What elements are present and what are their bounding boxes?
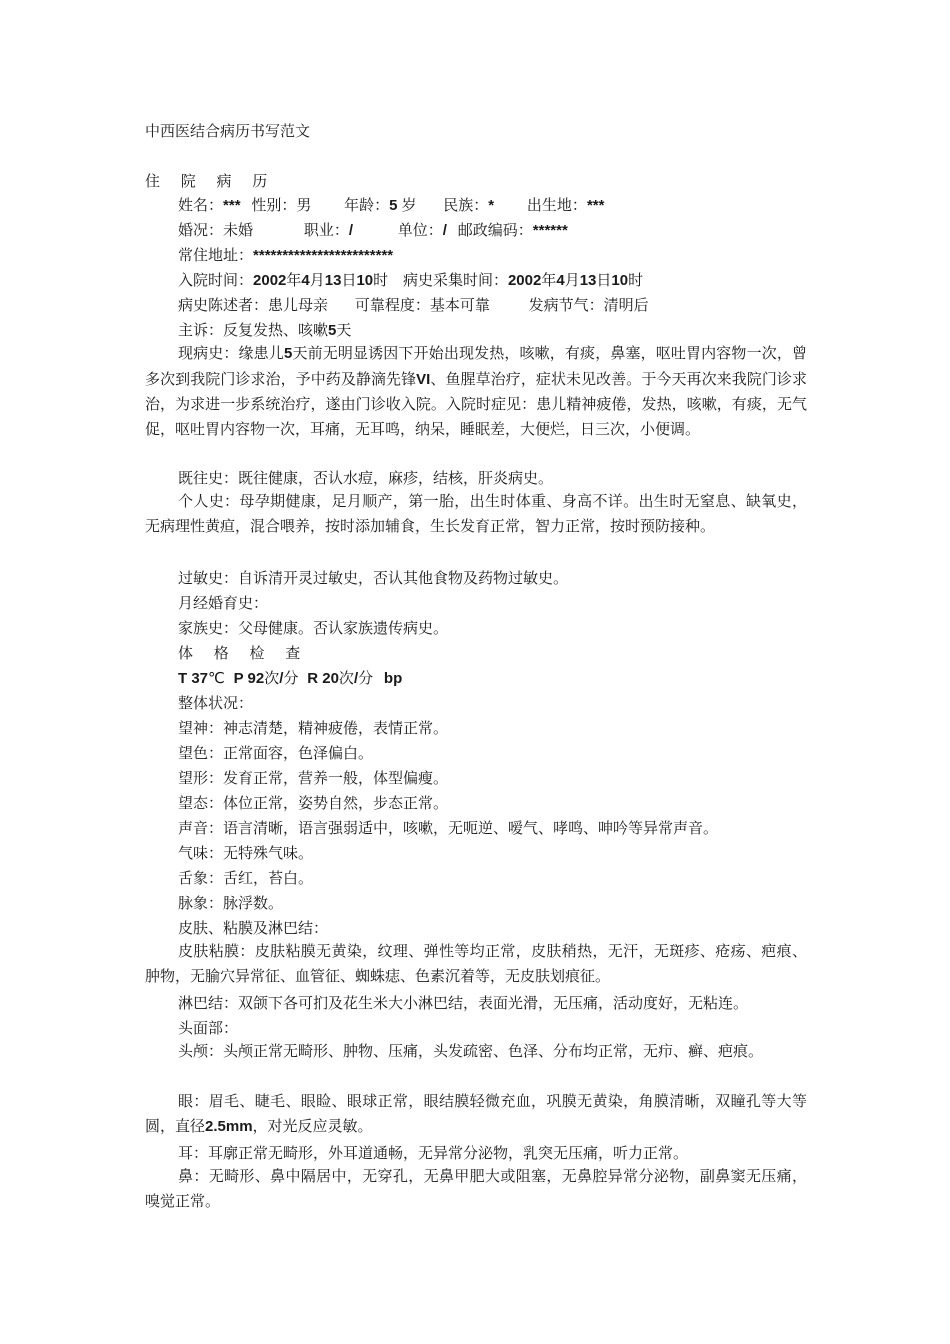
respiration-min: 分 — [358, 669, 374, 687]
address-label: 常住地址： — [178, 246, 254, 264]
ear-exam: 耳：耳廓正常无畸形，外耳道通畅，无异常分泌物，乳突无压痛，听力正常。 — [178, 1144, 689, 1162]
exam-line: 望形：发育正常，营养一般，体型偏瘦。 — [178, 769, 449, 787]
unit-hour: 时 — [628, 271, 644, 289]
age-unit: 岁 — [401, 196, 417, 214]
postcode-value: ****** — [532, 222, 568, 239]
eye-exam-text-2: ，对光反应灵敏。 — [252, 1116, 373, 1135]
chief-complaint-unit: 天 — [336, 321, 352, 339]
narrator-row — [178, 294, 649, 315]
vital-signs — [178, 667, 402, 688]
exam-line: 声音：语言清晰，语言强弱适中，咳嗽，无呃逆、嗳气、哮鸣、呻吟等异常声音。 — [178, 819, 719, 837]
exam-line: 望态：体位正常，姿势自然，步态正常。 — [178, 794, 449, 812]
section-heading-exam: 体 格 检 查 — [178, 644, 309, 662]
admit-time-label: 入院时间： — [178, 271, 254, 289]
unit-hour: 时 — [373, 271, 389, 289]
eye-exam — [145, 1089, 807, 1139]
unit-year: 年 — [286, 271, 302, 289]
unit-day: 日 — [596, 271, 612, 289]
skull-exam: 头颅：头颅正常无畸形、肿物、压痛，头发疏密、色泽、分布均正常，无疖、癣、疤痕。 — [178, 1042, 764, 1060]
pupil-diameter: 2.5mm — [205, 1117, 253, 1135]
present-illness-days: 5 — [283, 345, 293, 362]
exam-line: 脉象：脉浮数。 — [178, 894, 284, 912]
history-day: 13 — [579, 272, 597, 289]
history-year: 2002 — [507, 272, 542, 289]
pulse-unit: 次 — [264, 669, 280, 687]
narrator-label: 病史陈述者： — [178, 296, 269, 314]
unit-day: 日 — [341, 271, 357, 289]
temperature-value: T 37 — [178, 670, 209, 687]
name-value: *** — [223, 197, 241, 214]
season-label: 发病节气： — [528, 296, 604, 314]
exam-line: 舌象：舌红，苔白。 — [178, 869, 314, 887]
present-illness-text-1: 现病史：缘患儿 — [178, 344, 284, 362]
exam-line: 皮肤、粘膜及淋巴结： — [178, 919, 329, 937]
ethnicity-value: * — [488, 197, 495, 214]
head-face-label: 头面部： — [178, 1019, 239, 1037]
birthplace-label: 出生地： — [526, 196, 587, 214]
address-value: ************************ — [253, 247, 394, 264]
reliability-value: 基本可靠 — [429, 296, 490, 314]
lymph-nodes: 淋巴结：双颌下各可扪及花生米大小淋巴结，表面光滑，无压痛，活动度好，无粘连。 — [178, 994, 749, 1012]
history-hour: 10 — [611, 272, 629, 289]
past-history: 既往史：既往健康，否认水痘，麻疹，结核，肝炎病史。 — [178, 469, 554, 487]
admit-month: 4 — [301, 272, 310, 289]
sex-label: 性别： — [251, 196, 297, 214]
section-heading-admission: 住 院 病 历 — [145, 172, 276, 190]
marital-label: 婚况： — [178, 221, 224, 239]
unit-year: 年 — [541, 271, 557, 289]
eye-exam-text-1: 眼：眉毛、睫毛、眼睑、眼球正常，眼结膜轻微充血，巩膜无黄染，角膜清晰，双瞳孔等大等圆，直径 — [145, 1092, 807, 1135]
season-value: 清明后 — [603, 296, 649, 314]
skin-mucosa: 皮肤粘膜：皮肤粘膜无黄染，纹理、弹性等均正常，皮肤稍热，无汗，无斑疹、疮疡、疤痕、肿物，无腧穴异常征、血管征、蜘蛛痣、色素沉着等，无皮肤划痕征。 — [145, 942, 807, 985]
exam-line: 望神：神志清楚，精神疲倦，表情正常。 — [178, 719, 449, 737]
pulse-min: 分 — [283, 669, 299, 687]
narrator-value: 患儿母亲 — [268, 296, 329, 314]
nose-exam: 鼻：无畸形、鼻中隔居中，无穿孔，无鼻甲肥大或阻塞，无鼻腔异常分泌物，副鼻窦无压痛，嗅觉正常。 — [145, 1167, 807, 1210]
patient-info-row-2 — [178, 219, 568, 240]
exam-line: 气味：无特殊气味。 — [178, 844, 314, 862]
employer-value: / — [442, 222, 447, 239]
pulse-value: P 92 — [233, 670, 265, 687]
admit-year: 2002 — [253, 272, 287, 289]
birthplace-value: *** — [586, 197, 605, 214]
time-row — [178, 269, 643, 290]
history-time-label: 病史采集时间： — [402, 271, 508, 289]
employer-label: 单位： — [397, 221, 443, 239]
pulse-slash: / — [279, 670, 284, 687]
exam-line: 望色：正常面容，色泽偏白。 — [178, 744, 374, 762]
respiration-value: R 20 — [307, 670, 339, 687]
family-history: 家族史：父母健康。否认家族遗传病史。 — [178, 619, 449, 637]
respiration-slash: / — [353, 670, 359, 687]
age-value: 5 — [389, 197, 398, 214]
temperature-unit: ℃ — [208, 669, 225, 687]
blood-pressure-label: bp — [383, 670, 403, 687]
history-month: 4 — [556, 272, 565, 289]
admit-hour: 10 — [356, 272, 374, 289]
admit-day: 13 — [324, 272, 342, 289]
unit-month: 月 — [309, 271, 325, 289]
respiration-unit: 次 — [338, 669, 354, 687]
present-illness-text-3: 、鱼腥草治疗，症状未见改善。于今天再次来我院门诊求治，为求进一步系统治疗，遂由门诊收入院。入院时症见：患儿精神疲倦，发热，咳嗽，有痰，无气促，呕吐胃内容物一次，耳痛，无耳鸣，纳呆，睡眠差，大便烂，日三次，小便调。 — [145, 369, 807, 438]
postcode-label: 邮政编码： — [457, 221, 533, 239]
ethnicity-label: 民族： — [443, 196, 489, 214]
present-illness-text-2: 天前无明显诱因下开始出现发热，咳嗽，有痰，鼻塞，呕吐胃内容物一次，曾多次到我院门诊求治，予中药及静滴先锋 — [145, 344, 807, 388]
sex-value: 男 — [296, 196, 312, 214]
personal-history: 个人史：母孕期健康，足月顺产，第一胎，出生时体重、身高不详。出生时无窒息、缺氧史，无病理性黄疸，混合喂养，按时添加辅食，生长发育正常，智力正常，按时预防接种。 — [145, 492, 807, 535]
document-title: 中西医结合病历书写范文 — [145, 122, 311, 140]
present-illness-drug: VI — [416, 370, 431, 388]
name-label: 姓名： — [178, 196, 224, 214]
patient-info-row-1 — [178, 194, 604, 215]
chief-complaint-days: 5 — [328, 322, 337, 339]
address-row — [178, 244, 393, 265]
unit-month: 月 — [564, 271, 580, 289]
reliability-label: 可靠程度： — [354, 296, 430, 314]
age-label: 年龄： — [344, 196, 390, 214]
occupation-value: / — [348, 222, 353, 239]
allergy-history: 过敏史：自诉清开灵过敏史，否认其他食物及药物过敏史。 — [178, 569, 569, 587]
chief-complaint-text: 主诉：反复发热、咳嗽 — [178, 321, 329, 339]
exam-line: 整体状况： — [178, 694, 254, 712]
menstrual-history: 月经婚育史： — [178, 594, 269, 612]
marital-value: 未婚 — [223, 221, 254, 239]
present-illness — [145, 341, 807, 441]
occupation-label: 职业： — [303, 221, 349, 239]
chief-complaint — [178, 319, 351, 340]
